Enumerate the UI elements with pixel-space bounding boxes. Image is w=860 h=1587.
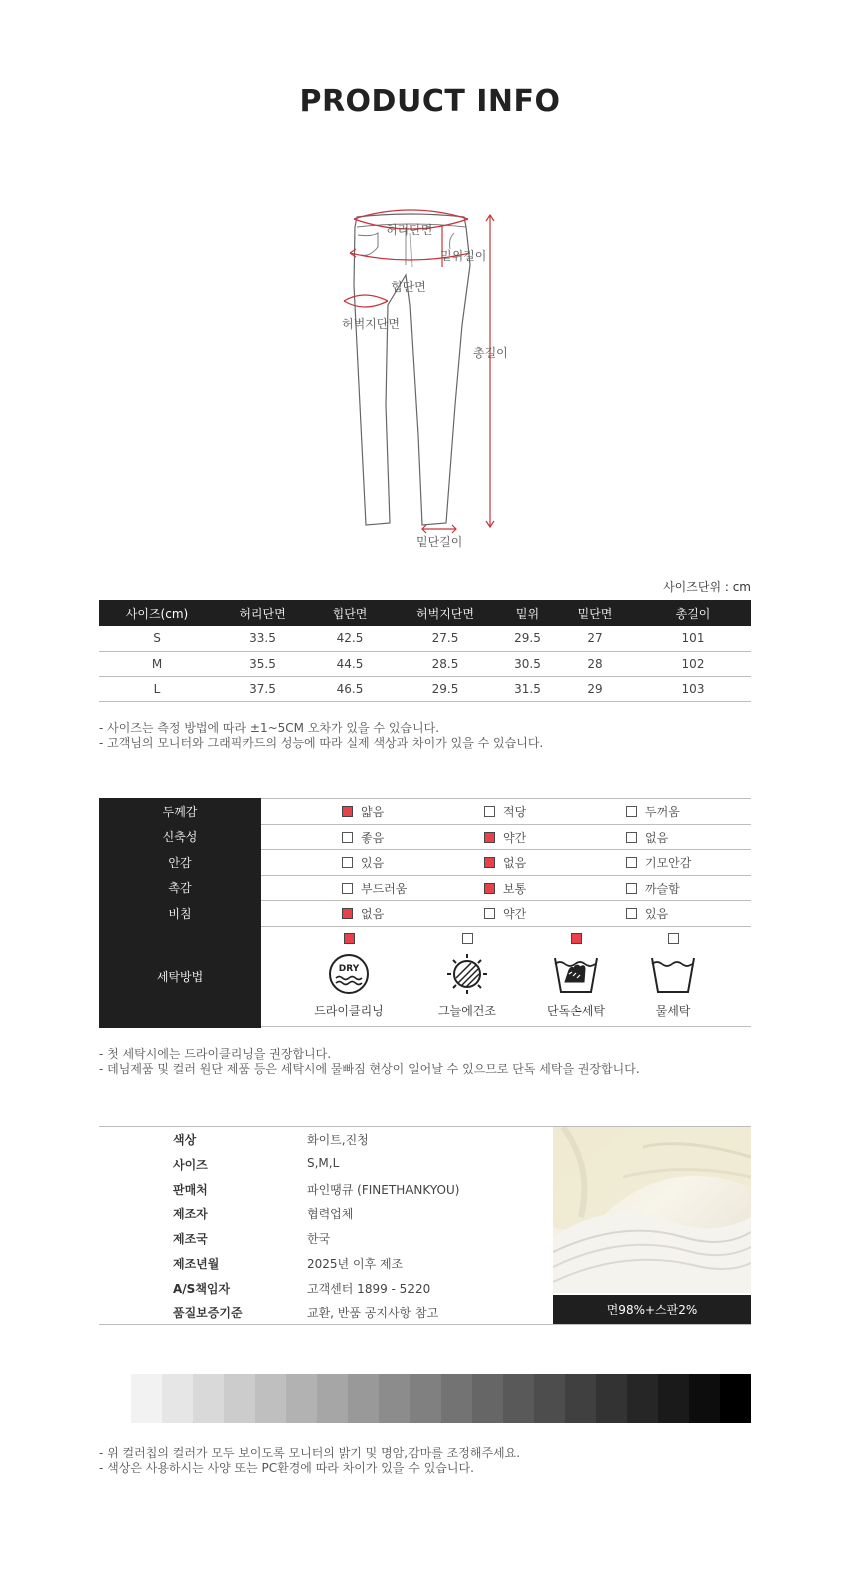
info-value: 고객센터 1899 - 5220 [307,1282,431,1296]
color-chip [472,1374,503,1423]
checkbox [626,806,637,817]
info-value: S,M,L [307,1156,340,1170]
rise-label: 밑위길이 [440,249,487,263]
checkbox [342,908,353,919]
wash-item-water-wash [623,933,723,1019]
size-cell: 30.5 [500,651,555,676]
info-key: 제조국 [173,1232,208,1246]
hip-label: 힙단면 [391,280,426,294]
size-header-cell: 허리단면 [215,600,310,626]
size-cell: 46.5 [310,676,390,701]
color-chip [596,1374,627,1423]
color-chip [286,1374,317,1423]
checkbox [626,908,637,919]
fabric-option [626,901,668,926]
info-value: 2025년 이후 제조 [307,1257,404,1271]
checkbox [626,857,637,868]
dry-clean-icon [327,952,371,996]
info-row [99,1181,553,1205]
wash-item-label: 그늘에건조 [438,1003,496,1018]
info-key: 색상 [173,1133,197,1147]
checkbox [626,832,637,843]
size-cell: 29 [555,676,635,701]
color-chip [193,1374,224,1423]
fabric-row-touch [99,875,751,901]
size-cell: 101 [635,626,751,651]
info-key: 제조년월 [173,1257,220,1271]
size-cell: 29.5 [390,676,500,701]
info-value: 협력업체 [307,1207,354,1221]
color-chip [534,1374,565,1423]
fabric-label: 안감 [99,849,261,876]
checkbox [571,933,582,944]
fabric-row-sheer [99,900,751,926]
fabric-table [99,798,751,1027]
color-chip [255,1374,286,1423]
wash-item-shade-dry [417,933,517,1019]
color-chip [224,1374,255,1423]
size-cell: L [99,676,215,701]
total-length-label: 총길이 [473,346,508,360]
color-chip [503,1374,534,1423]
option-text: 부드러움 [361,881,408,896]
option-text: 적당 [503,805,527,819]
checkbox [484,908,495,919]
info-row [99,1280,553,1304]
checkbox [484,857,495,868]
thigh-label: 허벅지단면 [342,317,400,331]
info-row [99,1304,553,1328]
grayscale-color-chip [131,1374,751,1423]
color-chip [627,1374,658,1423]
info-key: A/S책임자 [173,1282,231,1296]
option-text: 있음 [645,907,669,921]
note-line: - 위 컬러칩의 컬러가 모두 보이도록 모니터의 밝기 및 명암,감마를 조정해주세요. [99,1446,521,1460]
color-chip [441,1374,472,1423]
color-chip [410,1374,441,1423]
fabric-row-thickness [99,798,751,824]
color-chip [689,1374,720,1423]
fabric-option [484,850,526,875]
wash-item-label: 물세탁 [655,1003,691,1018]
size-unit: 사이즈단위 : cm [663,580,751,594]
table-row [99,651,751,676]
size-notes [99,721,543,751]
option-text: 없음 [361,907,385,921]
fabric-row-lining [99,849,751,875]
bottom-notes [99,1446,520,1476]
note-line: - 데님제품 및 컬러 원단 제품 등은 세탁시에 물빠짐 현상이 일어날 수 있으므로 단독 세탁을 권장합니다. [99,1062,640,1076]
info-value: 파인땡큐 (FINETHANKYOU) [307,1183,460,1197]
wash-label: 세탁방법 [99,926,261,1028]
checkbox [342,857,353,868]
option-text: 보통 [503,881,527,896]
info-key: 판매처 [173,1183,208,1197]
hand-wash-icon [551,952,601,996]
note-line: - 고객님의 모니터와 그래픽카드의 성능에 따라 실제 색상과 차이가 있을 수 있습니다. [99,736,544,750]
checkbox [462,933,473,944]
water-wash-icon [648,952,698,996]
size-cell: 35.5 [215,651,310,676]
option-text: 약간 [503,907,527,921]
fabric-option [342,876,407,901]
info-row [99,1156,553,1180]
color-chip [379,1374,410,1423]
fabric-option [626,850,691,875]
color-chip [658,1374,689,1423]
wash-item-hand-wash [526,933,626,1019]
fabric-option [484,799,526,824]
size-header-cell: 밑단면 [555,600,635,626]
fabric-option [626,876,680,901]
info-value: 화이트,진청 [307,1133,369,1147]
color-chip [317,1374,348,1423]
checkbox [484,832,495,843]
material-caption: 면98%+스판2% [553,1295,751,1324]
fabric-option [342,799,384,824]
fabric-option [342,850,384,875]
option-text: 없음 [645,830,669,845]
size-table-header [99,600,751,626]
fabric-option [484,901,526,926]
color-chip [720,1374,751,1423]
wash-item-label: 드라이클리닝 [314,1003,384,1018]
option-text: 좋음 [361,830,385,845]
info-row [99,1230,553,1254]
note-line: - 첫 세탁시에는 드라이클리닝을 권장합니다. [99,1047,332,1061]
size-cell: 29.5 [500,626,555,651]
fabric-label: 촉감 [99,875,261,902]
size-header-cell: 허벅지단면 [390,600,500,626]
option-text: 두꺼움 [645,805,680,819]
size-header-cell: 힙단면 [310,600,390,626]
size-cell: 33.5 [215,626,310,651]
size-header-cell: 사이즈(cm) [99,600,215,626]
info-row [99,1131,553,1155]
size-cell: 44.5 [310,651,390,676]
fabric-option [484,825,526,850]
size-header-cell: 밑위 [500,600,555,626]
size-cell: 27 [555,626,635,651]
size-header-cell: 총길이 [635,600,751,626]
waist-label: 허리단면 [386,223,433,237]
checkbox [342,832,353,843]
size-cell: 28 [555,651,635,676]
checkbox [484,883,495,894]
checkbox [342,883,353,894]
fabric-option [626,825,668,850]
size-cell: 31.5 [500,676,555,701]
wash-notes [99,1047,640,1077]
checkbox [668,933,679,944]
checkbox [344,933,355,944]
fabric-option [342,825,384,850]
product-info-table [99,1126,751,1325]
color-chip [348,1374,379,1423]
size-cell: 102 [635,651,751,676]
info-value: 한국 [307,1232,331,1246]
size-cell: S [99,626,215,651]
fabric-label: 신축성 [99,824,261,851]
checkbox [342,806,353,817]
wash-item-dry-clean [299,933,399,1019]
option-text: 얇음 [361,805,385,819]
option-text: 까슬함 [645,881,680,896]
fabric-swatch-image [553,1127,751,1293]
measurement-diagram [330,205,550,565]
hem-label: 밑단길이 [416,535,463,549]
info-key: 제조자 [173,1207,208,1221]
size-cell: 42.5 [310,626,390,651]
fabric-option [342,901,384,926]
fabric-label: 비침 [99,900,261,927]
size-table [99,600,751,702]
info-value: 교환, 반품 공지사항 참고 [307,1306,439,1320]
color-chip [131,1374,162,1423]
fabric-option [484,876,526,901]
checkbox [626,883,637,894]
size-cell: 37.5 [215,676,310,701]
info-key: 사이즈 [173,1158,208,1172]
color-chip [162,1374,193,1423]
note-line: - 사이즈는 측정 방법에 따라 ±1~5CM 오차가 있을 수 있습니다. [99,721,440,735]
size-cell: 28.5 [390,651,500,676]
info-key: 품질보증기준 [173,1306,243,1320]
size-cell: 103 [635,676,751,701]
page-title: PRODUCT INFO [299,84,561,119]
fabric-option [626,799,680,824]
size-cell: M [99,651,215,676]
info-row [99,1205,553,1229]
option-text: 기모안감 [645,856,692,870]
size-cell: 27.5 [390,626,500,651]
checkbox [484,806,495,817]
option-text: 없음 [503,856,527,870]
color-chip [565,1374,596,1423]
table-row [99,676,751,701]
wash-item-label: 단독손세탁 [547,1003,605,1018]
fabric-row-stretch [99,824,751,850]
note-line: - 색상은 사용하시는 사양 또는 PC환경에 따라 차이가 있을 수 있습니다. [99,1461,474,1475]
option-text: 있음 [361,856,385,870]
fabric-label: 두께감 [99,798,261,825]
table-row [99,626,751,651]
shade-dry-icon [442,952,492,996]
option-text: 약간 [503,830,527,845]
wash-row [99,926,751,1027]
dry-text: DRY [338,963,360,974]
info-row [99,1255,553,1279]
